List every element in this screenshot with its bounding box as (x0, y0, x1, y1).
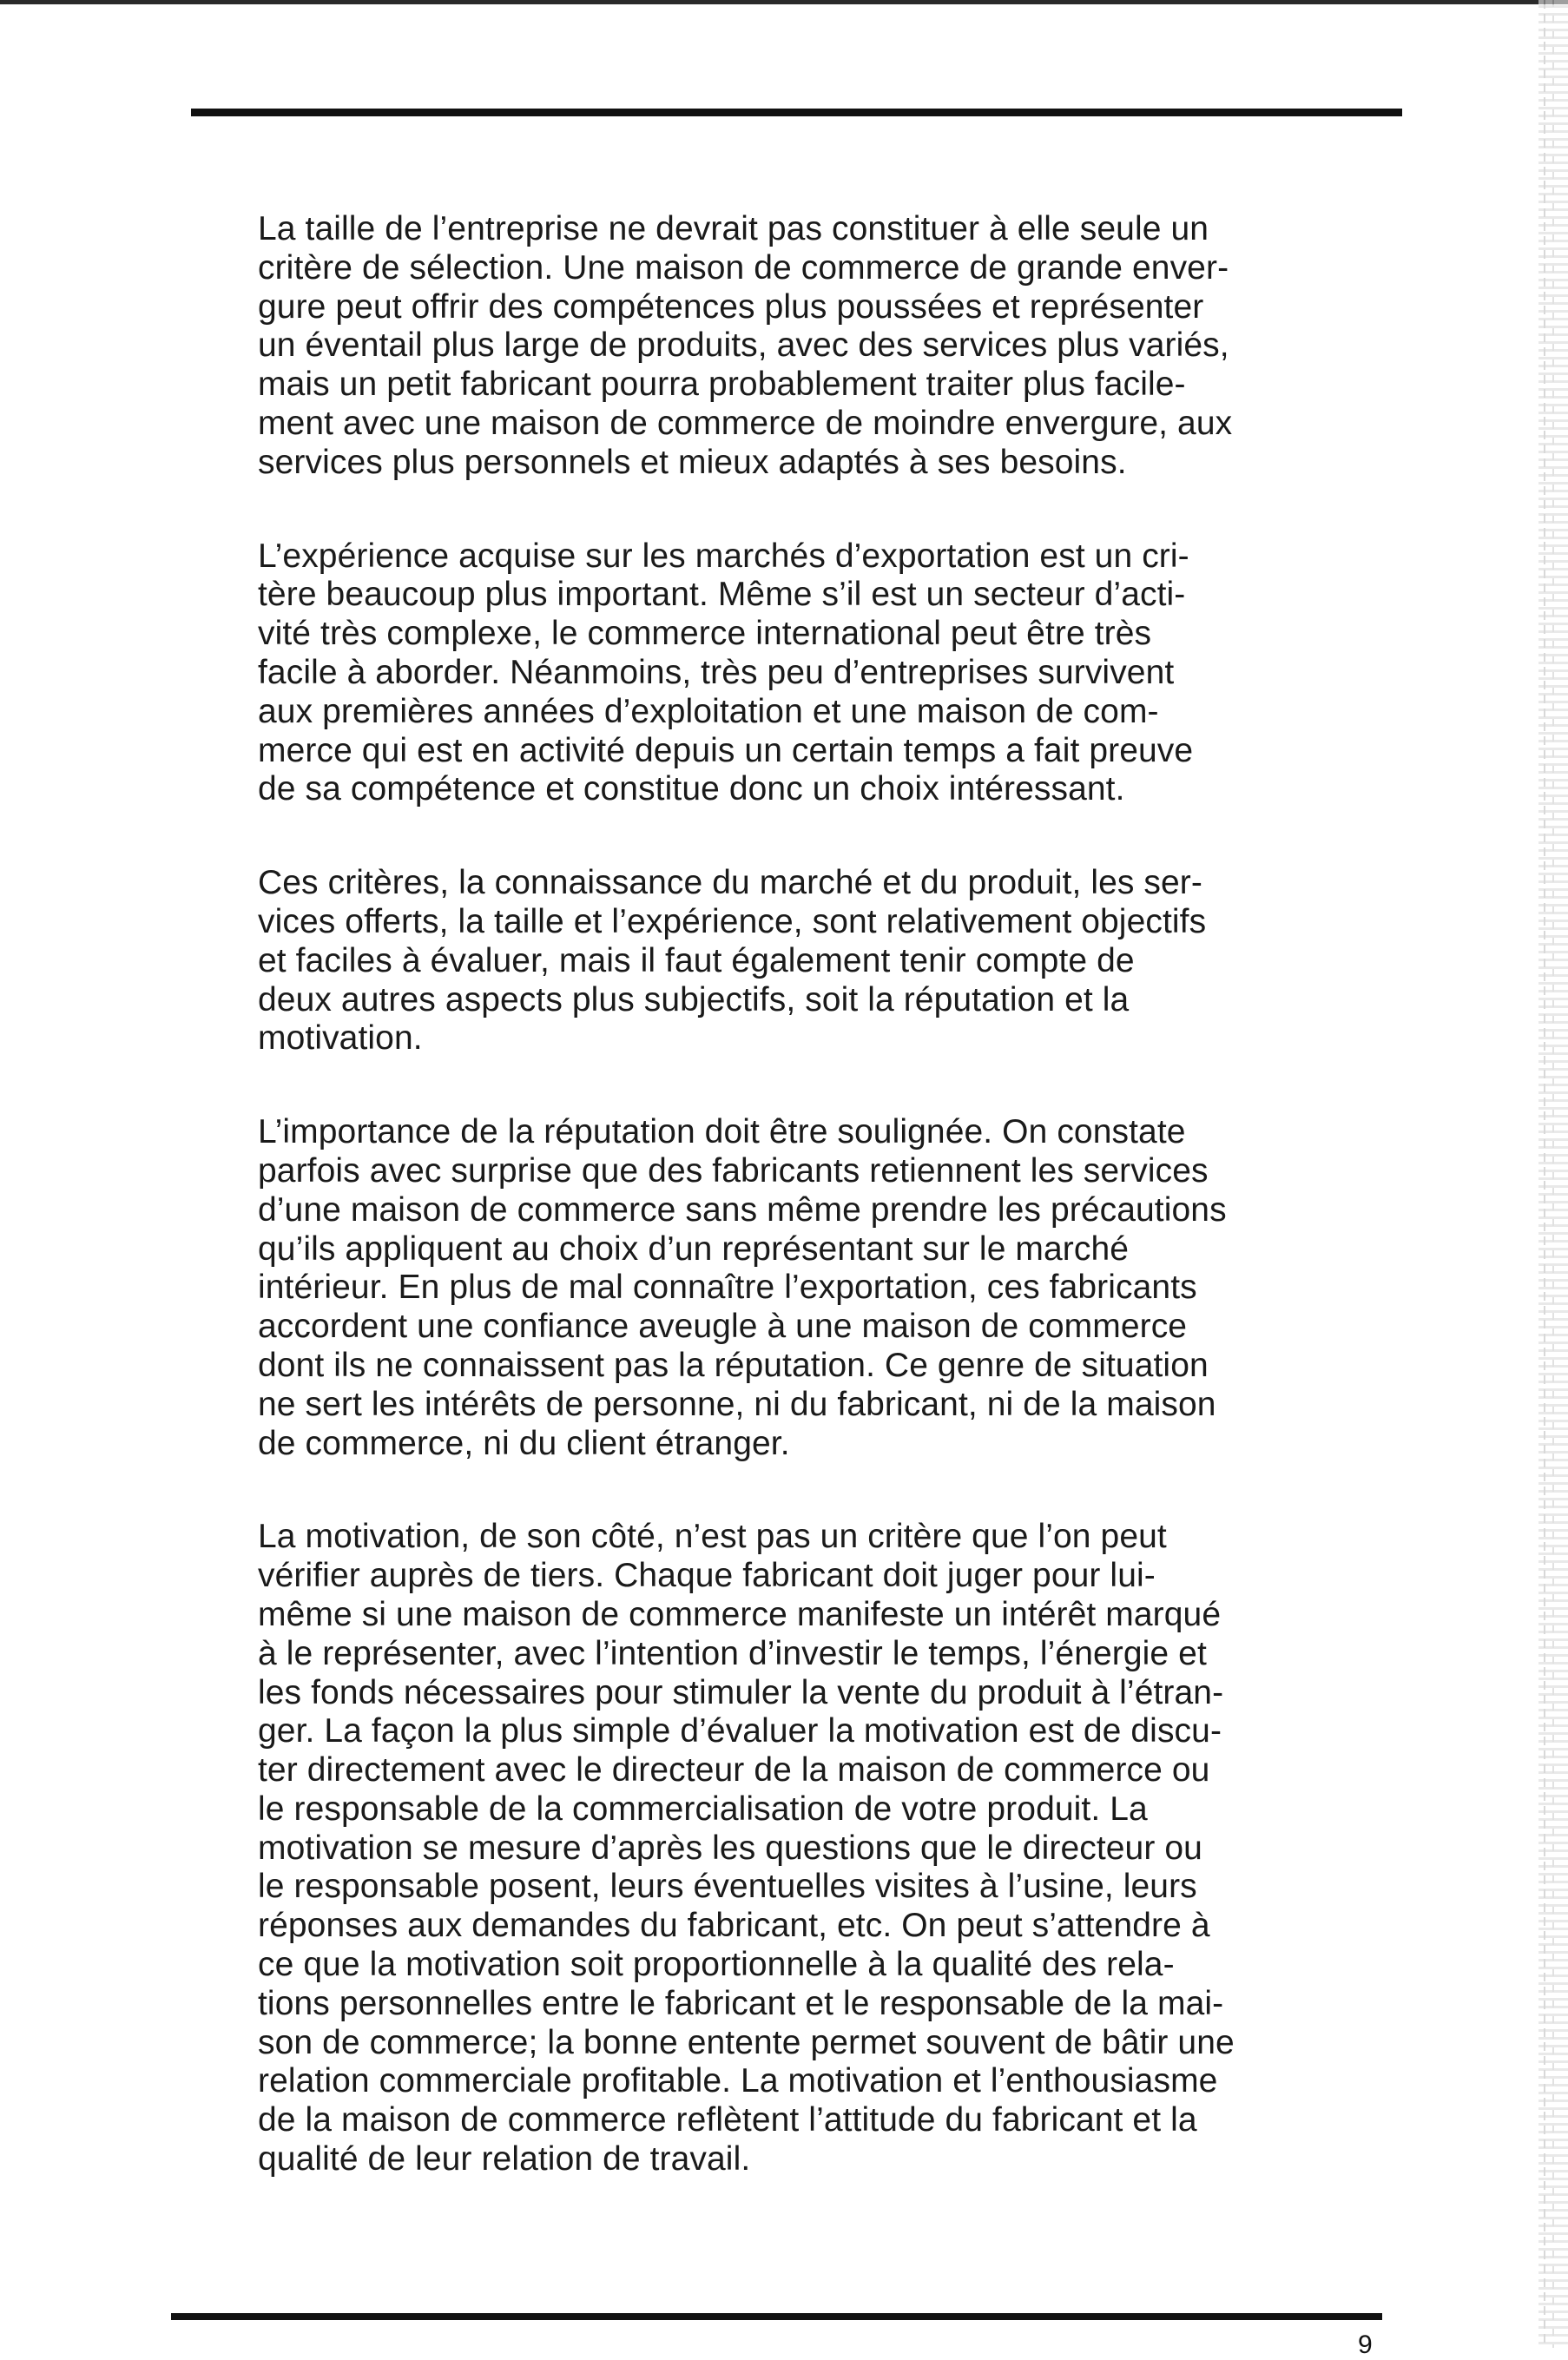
paragraph-reputation: L’importance de la réputation doit être soulignée. On constate parfois avec surprise que des fabricants retiennent les services d’une maison de commerce sans même prendre les précautions qu’ils appliquent au choix d’un représentant sur le marché intérieur. En plus de mal connaître l’exportation, ces fabricants accordent une confiance aveugle à une maison de commerce dont ils ne connaissent pas la réputation. Ce genre de situation ne sert les intérêts de personne, ni du fabricant, ni de la maison de commerce, ni du client étranger. (258, 1113, 1227, 1462)
binding-edge (1538, 0, 1568, 2348)
page-number: 9 (1358, 2330, 1373, 2359)
page-top-edge (0, 0, 1568, 4)
top-rule (191, 109, 1402, 116)
paragraph-company-size: La taille de l’entreprise ne devrait pas constituer à elle seule un critère de sélection. Une maison de commerce de grande enver- gure peut offrir des compétences plus poussées et représenter un éventail plus large de produits, avec des services plus variés, mais un petit fabricant pourra probablement traiter plus facile- ment avec une maison de commerce de moindre envergure, aux services plus personnels et mieux adaptés à ses besoins. (258, 210, 1233, 481)
paragraph-motivation: La motivation, de son côté, n’est pas un critère que l’on peut vérifier auprès de tiers. Chaque fabricant doit juger pour lui- même si une maison de commerce manifeste un intérêt marqué à le représenter, avec l’intention d’investir le temps, l’énergie et les fonds nécessaires pour stimuler la vente du produit à l’étran- ger. La façon la plus simple d’évaluer la motivation est de discu- ter directement avec le directeur de la maison de commerce ou le responsable de la commercialisation de votre produit. La motivation se mesure d’après les questions que le directeur ou le responsable posent, leurs éventuelles visites à l’usine, leurs réponses aux demandes du fabricant, etc. On peut s’attendre à ce que la motivation soit proportionnelle à la qualité des rela- tions personnelles entre le fabricant et le responsable de la mai- son de commerce; la bonne entente permet souvent de bâtir une relation commerciale profitable. La motivation et l’enthousiasme de la maison de commerce reflètent l’attitude du fabricant et la qualité de leur relation de travail. (258, 1518, 1235, 2179)
document-body (258, 210, 1387, 2234)
paragraph-selection-criteria: Ces critères, la connaissance du marché et du produit, les ser- vices offerts, la taille et l’expérience, sont relativement objectifs et faciles à évaluer, mais il faut également tenir compte de deux autres aspects plus subjectifs, soit la réputation et la motivation. (258, 864, 1207, 1058)
paragraph-export-experience: L’expérience acquise sur les marchés d’exportation est un cri- tère beaucoup plus important. Même s’il est un secteur d’acti- vité très complexe, le commerce international peut être très facile à aborder. Néanmoins, très peu d’entreprises survivent aux premières années d’exploitation et une maison de com- merce qui est en activité depuis un certain temps a fait preuve de sa compétence et constitue donc un choix intéressant. (258, 537, 1194, 808)
bottom-rule (171, 2313, 1382, 2320)
